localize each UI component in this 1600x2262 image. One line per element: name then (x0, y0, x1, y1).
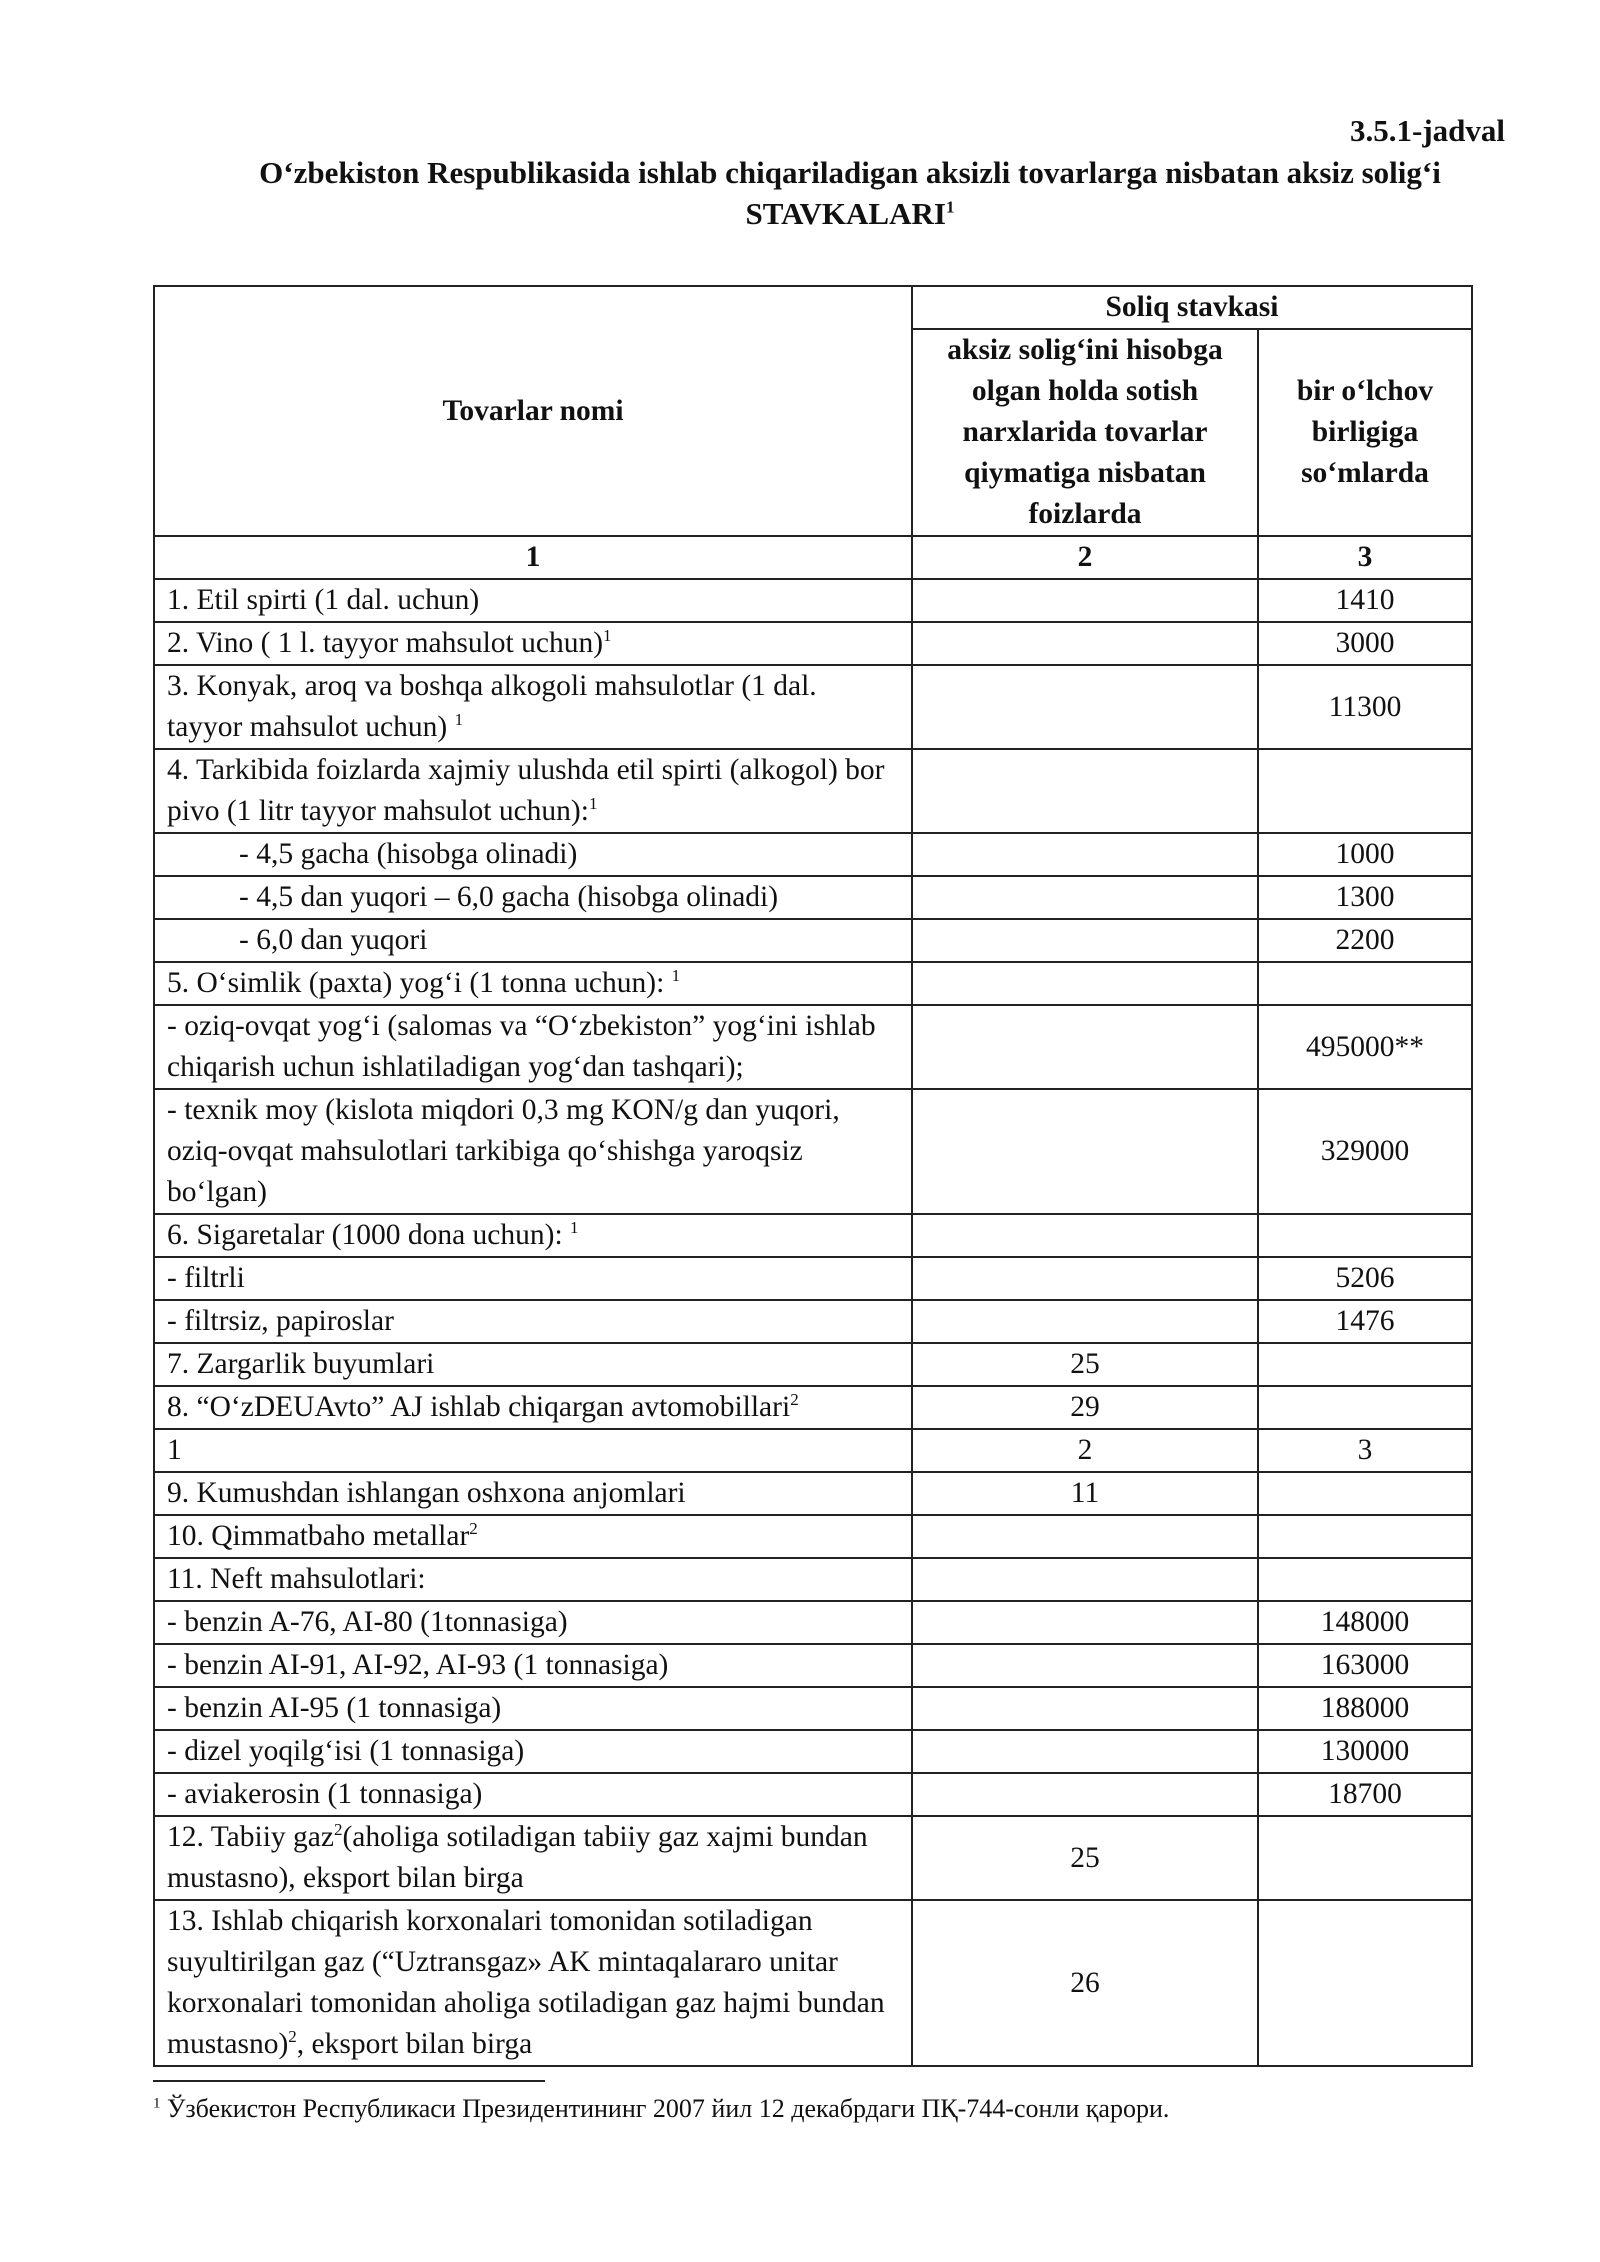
row-name-text: - benzin A-76, AI-80 (1tonnasiga) (167, 1606, 568, 1638)
row-name (154, 1644, 912, 1687)
table-row (154, 1687, 1472, 1730)
row-name-text: 11. Neft mahsulotlari: (167, 1563, 426, 1595)
row-percent (912, 833, 1258, 876)
row-name (154, 1300, 912, 1343)
row-name-text: - filtrli (167, 1262, 245, 1294)
table-row (154, 1089, 1472, 1214)
footnote-marker: 1 (603, 626, 612, 646)
row-sum: 18700 (1258, 1773, 1472, 1816)
footnote-text: Ўзбекистон Республикаси Президентининг 2007 йил 12 декабрдаги ПҚ-744-сонли қарори. (160, 2094, 1170, 2123)
row-name (154, 919, 912, 962)
table-body-part-3 (154, 1816, 1472, 2066)
title-text: O‘zbekiston Respublikasida ishlab chiqariladigan aksizli tovarlarga nisbatan aksiz solig‘i STAVKALARI (259, 155, 1441, 231)
row-percent (912, 962, 1258, 1005)
row-name (154, 1005, 912, 1089)
table-row (154, 1816, 1472, 1900)
page-title (160, 152, 1540, 234)
table-row (154, 833, 1472, 876)
footnote-marker: 1 (588, 794, 598, 814)
row-sum: 3000 (1258, 622, 1472, 665)
table-row (154, 1343, 1472, 1386)
footnote-marker: 1 (671, 966, 681, 986)
row-name-text: - benzin AI-91, AI-92, AI-93 (1 tonnasiga) (167, 1649, 669, 1681)
row-percent (912, 1089, 1258, 1214)
table-row (154, 876, 1472, 919)
row-sum: 329000 (1258, 1089, 1472, 1214)
table-row (154, 1558, 1472, 1601)
repeat-column-number-2: 2 (912, 1429, 1258, 1472)
footnote-divider (153, 2080, 545, 2082)
repeat-number-row (154, 1429, 1472, 1472)
row-sum (1258, 1472, 1472, 1515)
table-row (154, 1644, 1472, 1687)
row-sum (1258, 749, 1472, 833)
row-name (154, 622, 912, 665)
table-row (154, 1214, 1472, 1257)
row-percent: 29 (912, 1386, 1258, 1429)
row-percent (912, 1214, 1258, 1257)
row-percent (912, 665, 1258, 749)
repeat-column-number-1: 1 (154, 1429, 912, 1472)
row-name (154, 962, 912, 1005)
row-percent (912, 919, 1258, 962)
row-name-text: 9. Kumushdan ishlangan oshxona anjomlari (167, 1477, 686, 1509)
footnote-marker: 2 (790, 1390, 799, 1410)
title-footnote-marker: 1 (945, 197, 955, 217)
table-row (154, 622, 1472, 665)
footnote-marker: 1 (570, 1218, 579, 1238)
row-name (154, 749, 912, 833)
row-name-text: 5. O‘simlik (paxta) yog‘i (1 tonna uchun): (167, 967, 672, 999)
row-name (154, 1515, 912, 1558)
row-name-text: 6. Sigaretalar (1000 dona uchun): (167, 1219, 571, 1251)
row-sum (1258, 1515, 1472, 1558)
row-name-text: 3. Konyak, aroq va boshqa alkogoli mahsulotlar (1 dal. tayyor mahsulot uchun) (167, 670, 817, 743)
row-name (154, 833, 912, 876)
row-sum: 1410 (1258, 579, 1472, 622)
table-row (154, 1773, 1472, 1816)
footnote (153, 2092, 1169, 2126)
row-percent (912, 622, 1258, 665)
col-header-goods: Tovarlar nomi (154, 286, 912, 536)
row-name (154, 665, 912, 749)
row-sum: 1476 (1258, 1300, 1472, 1343)
row-name (154, 1089, 912, 1214)
row-name-text: 2. Vino ( 1 l. tayyor mahsulot uchun) (167, 627, 604, 659)
row-sum: 5206 (1258, 1257, 1472, 1300)
table-body-part-2 (154, 1472, 1472, 1816)
footnote-marker: 2 (469, 1519, 478, 1539)
row-percent (912, 1558, 1258, 1601)
row-percent (912, 1257, 1258, 1300)
table-row (154, 1386, 1472, 1429)
col-header-percent: aksiz solig‘ini hisobga olgan holda sotish narxlarida tovarlar qiymatiga nisbatan foizlarda (912, 329, 1258, 536)
row-percent (912, 876, 1258, 919)
row-name-text: - filtrsiz, papiroslar (167, 1305, 394, 1337)
table-row (154, 1730, 1472, 1773)
table-row (154, 579, 1472, 622)
row-sum: 2200 (1258, 919, 1472, 962)
table-row (154, 665, 1472, 749)
row-sum (1258, 1386, 1472, 1429)
row-name (154, 1214, 912, 1257)
row-name (154, 1773, 912, 1816)
row-name-text: - dizel yoqilg‘isi (1 tonnasiga) (167, 1735, 525, 1767)
row-name (154, 876, 912, 919)
table-row (154, 749, 1472, 833)
table-row (154, 1900, 1472, 2066)
row-sum (1258, 1900, 1472, 2066)
table-row (154, 1257, 1472, 1300)
row-name-text: - aviakerosin (1 tonnasiga) (167, 1778, 483, 1810)
row-name (154, 1558, 912, 1601)
row-percent (912, 1601, 1258, 1644)
row-name (154, 1687, 912, 1730)
col-group-header-rate: Soliq stavkasi (912, 286, 1472, 329)
row-sum: 1000 (1258, 833, 1472, 876)
row-percent: 26 (912, 1900, 1258, 2066)
row-name (154, 1343, 912, 1386)
row-percent (912, 1730, 1258, 1773)
row-sum (1258, 1816, 1472, 1900)
table-label: 3.5.1-jadval (1350, 113, 1505, 148)
row-name-text: - 6,0 dan yuqori (239, 924, 428, 956)
row-name-text: - texnik moy (kislota miqdori 0,3 mg KON/g dan yuqori, oziq-ovqat mahsulotlari tarkibiga qo‘shishga yaroqsiz bo‘lgan) (167, 1094, 840, 1208)
row-sum: 11300 (1258, 665, 1472, 749)
row-name-text: - benzin AI-95 (1 tonnasiga) (167, 1692, 502, 1724)
table-row (154, 1005, 1472, 1089)
row-sum: 495000** (1258, 1005, 1472, 1089)
row-percent (912, 1300, 1258, 1343)
row-name (154, 1730, 912, 1773)
column-number-3: 3 (1258, 536, 1472, 579)
footnote-marker: 2 (288, 2027, 297, 2047)
row-percent (912, 1773, 1258, 1816)
row-sum: 130000 (1258, 1730, 1472, 1773)
row-name (154, 1472, 912, 1515)
row-name (154, 579, 912, 622)
repeat-column-number-3: 3 (1258, 1429, 1472, 1472)
row-percent (912, 1005, 1258, 1089)
row-name-text: 7. Zargarlik buyumlari (167, 1348, 435, 1380)
row-sum: 1300 (1258, 876, 1472, 919)
table-row (154, 1472, 1472, 1515)
table-body-part-1 (154, 579, 1472, 1429)
excise-rates-table (153, 285, 1473, 2067)
table-row (154, 1601, 1472, 1644)
row-name-text: 4. Tarkibida foizlarda xajmiy ulushda etil spirti (alkogol) bor pivo (1 litr tayyor mahsulot uchun): (167, 754, 885, 827)
row-name: 12. Tabiiy gaz$^2$(aholiga sotiladigan tabiiy gaz xajmi bundan mustasno), eksport bilan birga (154, 1816, 912, 1900)
row-percent: 25 (912, 1343, 1258, 1386)
table-row (154, 1300, 1472, 1343)
row-percent (912, 579, 1258, 622)
row-sum: 163000 (1258, 1644, 1472, 1687)
column-number-2: 2 (912, 536, 1258, 579)
row-percent: 11 (912, 1472, 1258, 1515)
row-name-text: 1. Etil spirti (1 dal. uchun) (167, 584, 480, 616)
row-sum (1258, 962, 1472, 1005)
col-header-sum: bir o‘lchov birligiga so‘mlarda (1258, 329, 1472, 536)
row-percent (912, 749, 1258, 833)
row-name (154, 1386, 912, 1429)
footnote-marker: 2 (333, 1820, 343, 1840)
row-name (154, 1257, 912, 1300)
row-percent: 25 (912, 1816, 1258, 1900)
row-sum: 188000 (1258, 1687, 1472, 1730)
row-name-text: - 4,5 gacha (hisobga olinadi) (239, 838, 578, 870)
row-name-text: 10. Qimmatbaho metallar (167, 1520, 470, 1552)
column-number-1: 1 (154, 536, 912, 579)
footnote-marker: 1 (153, 2095, 161, 2112)
row-name-text: 8. “O‘zDEUAvto” AJ ishlab chiqargan avtomobillari (167, 1391, 791, 1423)
row-name-text: - oziq-ovqat yog‘i (salomas va “O‘zbekiston” yog‘ini ishlab chiqarish uchun ishlatiladigan yog‘dan tashqari); (167, 1010, 876, 1083)
row-name (154, 1601, 912, 1644)
row-percent (912, 1644, 1258, 1687)
row-sum: 148000 (1258, 1601, 1472, 1644)
table-row (154, 962, 1472, 1005)
row-sum (1258, 1214, 1472, 1257)
row-percent (912, 1687, 1258, 1730)
footnote-marker: 1 (454, 710, 464, 730)
row-sum (1258, 1558, 1472, 1601)
row-percent (912, 1515, 1258, 1558)
row-sum (1258, 1343, 1472, 1386)
row-name-text: - 4,5 dan yuqori – 6,0 gacha (hisobga olinadi) (239, 881, 779, 913)
table-row (154, 919, 1472, 962)
table-row (154, 1515, 1472, 1558)
row-name: 13. Ishlab chiqarish korxonalari tomonidan sotiladigan suyultirilgan gaz (“Uztransgaz» AK mintaqalararo unitar korxonalari tomonidan aholiga sotiladigan gaz hajmi bundan mustasno)$^2$, eksport bilan birga (154, 1900, 912, 2066)
